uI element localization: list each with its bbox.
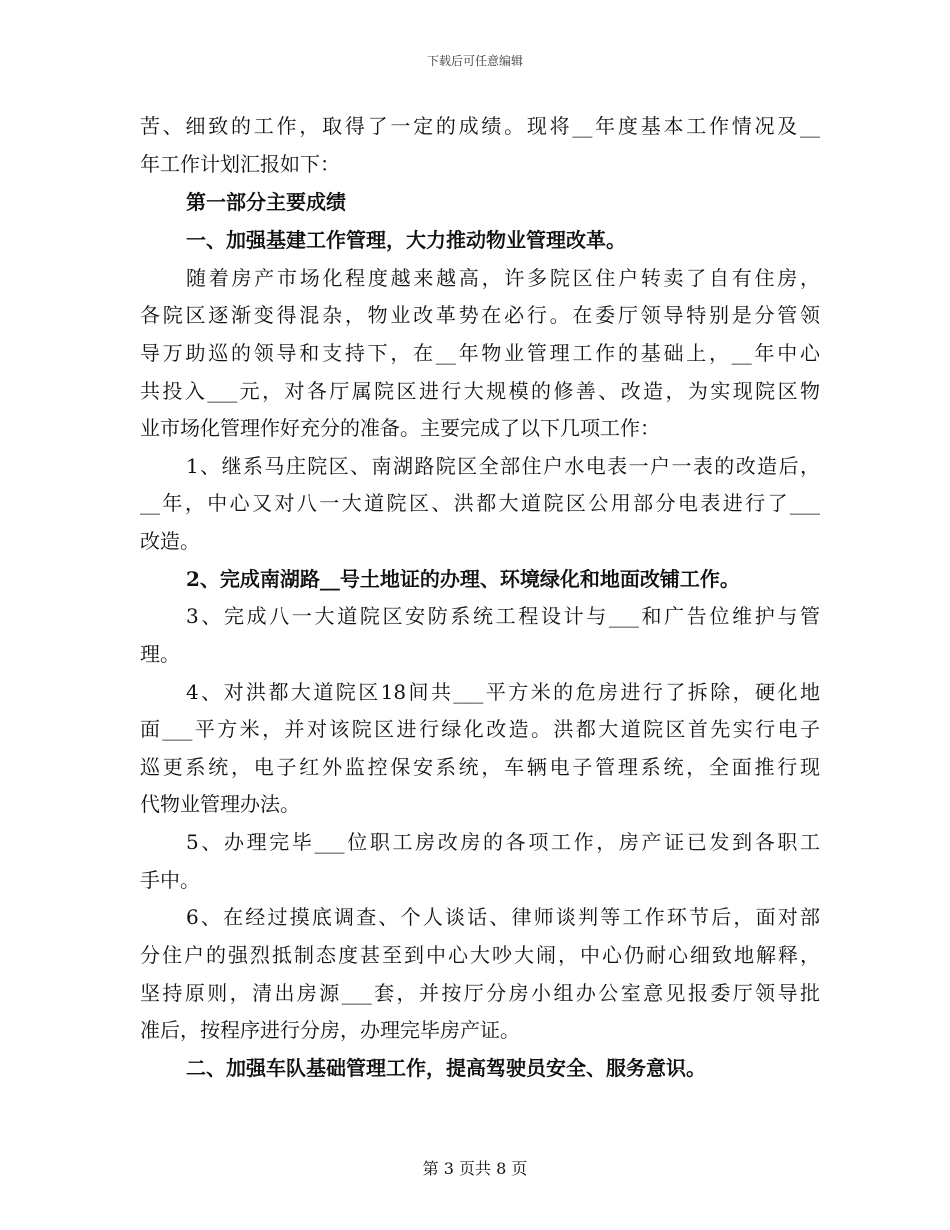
body-line: 改造。 <box>140 529 200 553</box>
body-line: __年，中心又对八一大道院区、洪都大道院区公用部分电表进行了___ <box>140 491 820 515</box>
page-header: 下载后可任意编辑 <box>426 54 523 68</box>
subsection-heading: 二、加强车队基础管理工作，提高驾驶员安全、服务意识。 <box>186 1056 706 1080</box>
body-line: 苦、细致的工作，取得了一定的成绩。现将__年度基本工作情况及__ <box>140 114 820 138</box>
body-line: 坚持原则，清出房源___套，并按厅分房小组办公室意见报委厅领导批 <box>140 981 820 1005</box>
body-line: 1、继系马庄院区、南湖路院区全部住户水电表一户一表的改造后， <box>186 454 820 478</box>
body-line: 3、完成八一大道院区安防系统工程设计与___和广告位维护与管 <box>186 604 820 628</box>
section-heading: 第一部分主要成绩 <box>186 190 346 214</box>
body-line: 面___平方米，并对该院区进行绿化改造。洪都大道院区首先实行电子 <box>140 717 820 741</box>
body-line: 手中。 <box>140 868 200 892</box>
body-line: 5、办理完毕___位职工房改房的各项工作，房产证已发到各职工 <box>186 830 820 854</box>
body-line: 导万助巡的领导和支持下，在__年物业管理工作的基础上，__年中心 <box>140 341 820 365</box>
subsection-heading: 一、加强基建工作管理，大力推动物业管理改革。 <box>186 228 626 252</box>
body-line: 各院区逐渐变得混杂，物业改革势在必行。在委厅领导特别是分管领 <box>140 303 820 327</box>
body-line: 随着房产市场化程度越来越高，许多院区住户转卖了自有住房， <box>186 266 820 290</box>
body-line: 业市场化管理作好充分的准备。主要完成了以下几项工作： <box>140 416 660 440</box>
body-line: 代物业管理办法。 <box>140 792 300 816</box>
page-footer: 第 3 页共 8 页 <box>422 1159 528 1178</box>
body-line: 准后，按程序进行分房，办理完毕房产证。 <box>140 1018 520 1042</box>
body-line: 分住户的强烈抵制态度甚至到中心大吵大闹，中心仍耐心细致地解释， <box>140 943 820 967</box>
body-line: 理。 <box>140 642 180 666</box>
body-line: 共投入___元，对各厅属院区进行大规模的修善、改造，为实现院区物 <box>140 379 820 403</box>
body-line: 年工作计划汇报如下： <box>140 152 340 176</box>
body-line: 巡更系统，电子红外监控保安系统，车辆电子管理系统，全面推行现 <box>140 755 820 779</box>
body-line: 6、在经过摸底调查、个人谈话、律师谈判等工作环节后，面对部 <box>186 905 820 929</box>
body-line-bold: 2、完成南湖路__号土地证的办理、环境绿化和地面改铺工作。 <box>186 567 740 591</box>
body-line: 4、对洪都大道院区18间共___平方米的危房进行了拆除，硬化地 <box>186 680 820 704</box>
